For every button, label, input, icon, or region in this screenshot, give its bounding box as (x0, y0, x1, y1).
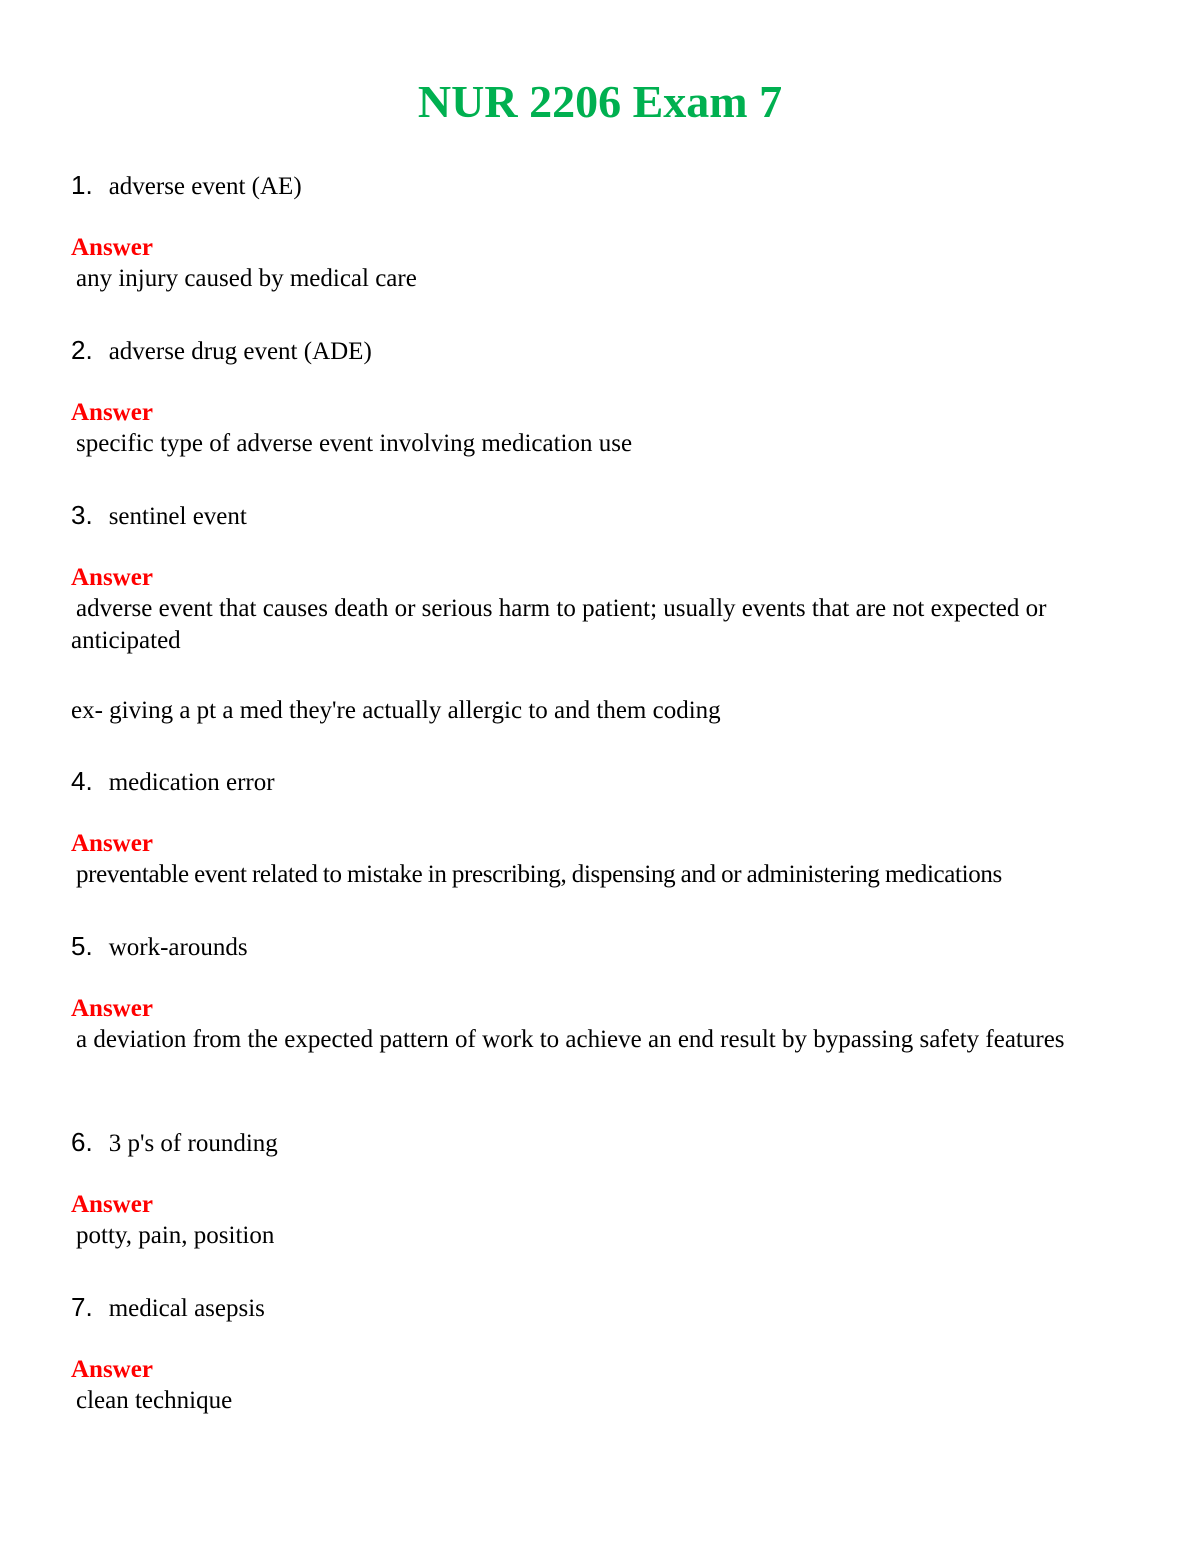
answer-label: Answer (71, 995, 153, 1022)
question-heading (71, 335, 1131, 371)
question-term: medication error (108, 769, 275, 796)
question-heading (71, 500, 1131, 536)
answer-label: Answer (71, 234, 153, 261)
answer-label: Answer (71, 1356, 153, 1383)
question-heading (71, 931, 1131, 967)
answer-label: Answer (71, 564, 153, 591)
question-term: medical asepsis (108, 1295, 265, 1322)
question-item (71, 500, 1131, 727)
answer-text: a deviation from the expected pattern of work to achieve an end result by bypassing safety features (76, 1026, 1065, 1053)
answer-text: potty, pain, position (76, 1222, 275, 1249)
answer-label: Answer (71, 1191, 153, 1218)
question-heading (71, 1292, 1131, 1328)
question-item (71, 170, 1131, 295)
question-term: adverse event (AE) (108, 173, 302, 200)
answer-text: preventable event related to mistake in prescribing, dispensing and or administering medications (76, 861, 1002, 888)
question-term: 3 p's of rounding (108, 1130, 278, 1157)
answer-label: Answer (71, 830, 153, 857)
question-number: 1. (71, 170, 93, 200)
question-heading (71, 766, 1131, 802)
answer-label: Answer (71, 399, 153, 426)
answer-text: any injury caused by medical care (76, 265, 417, 292)
question-number: 3. (71, 500, 93, 530)
question-heading (71, 170, 1131, 206)
answer-example: ex- giving a pt a med they're actually allergic to and them coding (71, 697, 721, 724)
question-number: 6. (71, 1127, 93, 1157)
question-term: sentinel event (108, 503, 247, 530)
question-number: 5. (71, 931, 93, 961)
page-title: NUR 2206 Exam 7 (417, 76, 783, 127)
question-item (71, 335, 1131, 460)
question-number: 4. (71, 766, 93, 796)
answer-text: clean technique (76, 1387, 233, 1414)
question-item (71, 1127, 1131, 1252)
question-number: 7. (71, 1292, 93, 1322)
answer-text: adverse event that causes death or serious harm to patient; usually events that are not expected or anticipated (71, 595, 1047, 654)
question-term: adverse drug event (ADE) (108, 338, 372, 365)
question-item (71, 1292, 1131, 1417)
question-heading (71, 1127, 1131, 1163)
question-item (71, 931, 1131, 1056)
question-term: work-arounds (108, 934, 248, 961)
answer-text: specific type of adverse event involving medication use (76, 430, 633, 457)
question-item (71, 766, 1131, 891)
question-number: 2. (71, 335, 93, 365)
